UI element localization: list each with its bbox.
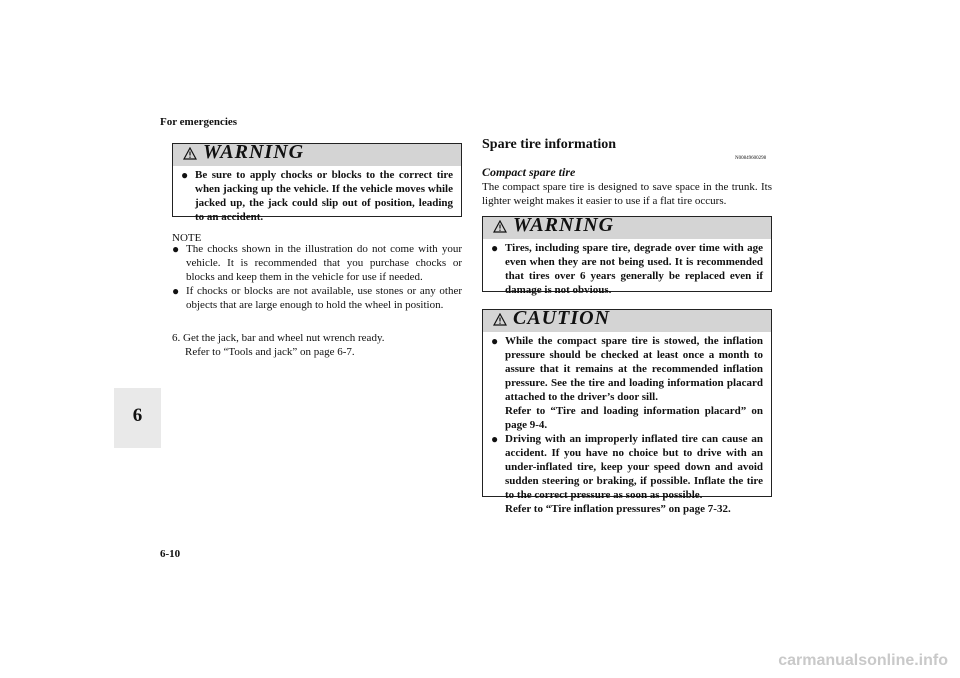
page-number: 6-10 [160,548,181,560]
bullet-icon: ● [172,242,180,256]
list-item [172,242,462,284]
bullet-icon: ● [491,432,499,446]
warning-label: WARNING [513,214,615,236]
bullet-icon: ● [491,241,499,255]
warning-body [173,166,461,228]
bullet-icon: ● [181,168,189,182]
note-text: If chocks or blocks are not available, use stones or any other objects that are large enough to hold the wheel in position. [186,285,462,311]
right-warning-box [482,214,772,296]
intro-text: The compact spare tire is designed to save space in the trunk. Its lighter weight makes it easier to use if a flat tire occurs. [482,181,772,207]
caution-box [482,307,772,515]
chapter-tab [114,388,161,448]
caution-text: Driving with an improperly inflated tire can cause an accident. If you have no choice but to drive with an under-inflated tire, keep your speed down and avoid sudden steering or braking, if possible. Inflate the tire to the correct pressure as soon as possible. [505,433,763,501]
warning-label: WARNING [203,141,305,163]
step-6 [172,331,462,359]
caution-text: While the compact spare tire is stowed, the inflation pressure should be checked at least once a month to assure that it remains at the recommended inflation pressure. See the tire and loading information placard attached to the driver’s door sill. [505,335,763,403]
subheading: Compact spare tire [482,165,576,179]
bullet-icon: ● [172,284,180,298]
watermark: carmanualsonline.info [778,652,948,669]
chapter-number: 6 [132,405,143,426]
note-list [172,242,462,312]
warning-header [173,141,461,166]
warning-header [483,214,771,239]
list-item [172,284,462,312]
caution-ref: Refer to “Tire and loading information placard” on page 9-4. [505,405,763,431]
note-title: NOTE [172,232,202,244]
warning-text: Be sure to apply chocks or blocks to the correct tire when jacking up the vehicle. If the vehicle moves while jacked up, the jack could slip out of position, leading to an accident. [195,169,453,223]
warning-triangle-icon [183,147,197,160]
section-header: For emergencies [160,116,238,128]
list-item [491,432,763,516]
section-heading: Spare tire information [482,137,617,152]
caution-body [483,332,771,520]
warning-body [483,239,771,301]
warning-triangle-icon [493,220,507,233]
list-item [491,241,763,297]
bullet-icon: ● [491,334,499,348]
step-text: 6. Get the jack, bar and wheel nut wrench ready. [172,332,385,344]
warning-text: Tires, including spare tire, degrade over time with age even when they are not being used. It is recommended that tires over 6 years generally be replaced even if damage is not obvious. [505,242,763,296]
list-item [491,334,763,432]
left-warning-box [172,141,462,223]
list-item [181,168,453,224]
caution-header [483,307,771,332]
note-text: The chocks shown in the illustration do not come with your vehicle. It is recommended that you purchase chocks or blocks and keep them in the vehicle for use if needed. [186,243,462,283]
caution-ref: Refer to “Tire inflation pressures” on page 7-32. [505,503,731,515]
caution-triangle-icon [493,313,507,326]
caution-label: CAUTION [513,307,611,329]
step-ref: Refer to “Tools and jack” on page 6-7. [185,346,355,358]
reference-code: N00849600298 [735,156,767,161]
